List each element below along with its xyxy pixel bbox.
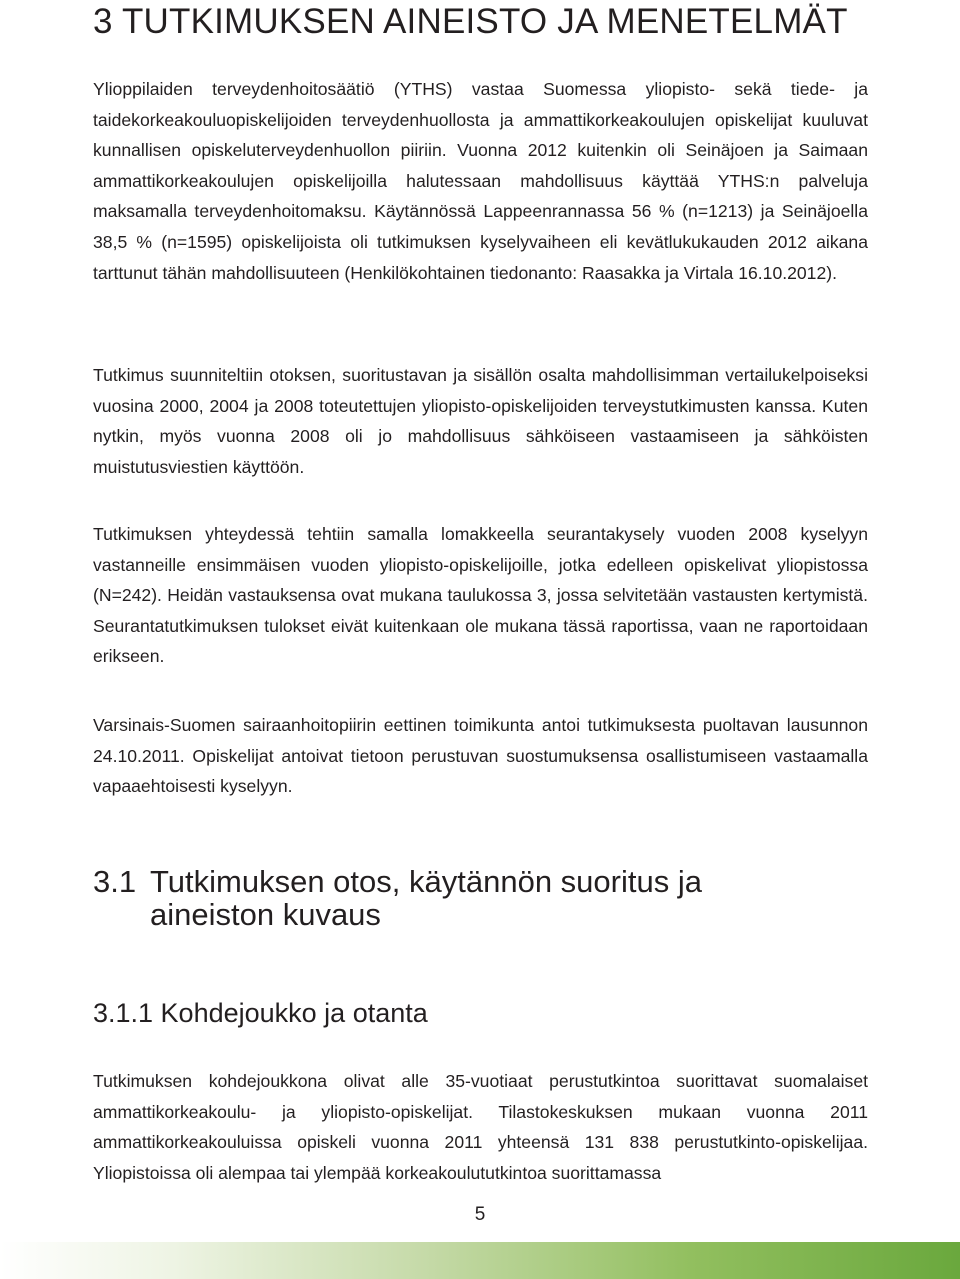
chapter-heading: 3 TUTKIMUKSEN AINEISTO JA MENETELMÄT (93, 2, 848, 41)
section-title-line2: aineiston kuvaus (150, 897, 381, 932)
page-number: 5 (474, 1204, 486, 1225)
section-title-line1: Tutkimuksen otos, käytännön suoritus ja (150, 864, 702, 899)
section-heading (93, 865, 702, 931)
paragraph-yths: Ylioppilaiden terveydenhoitosäätiö (YTHS) vastaa Suomessa yliopisto- sekä tiede- ja taidekorkeakouluopiskelijoiden terveydenhuollosta ja ammattikorkeakoulujen opiskelijat kuuluvat kunnallisen opiskeluterveydenhuollon piiriin. Vuonna 2012 kuitenkin oli Seinäjoen ja Saimaan ammattikorkeakoulujen opiskelijoilla halutessaan mahdollisuus käyttää YTHS:n palveluja maksamalla terveydenhoitomaksu. Käytännössä Lappeenrannassa 56 % (n=1213) ja Seinäjoella 38,5 % (n=1595) opiskelijoista oli tutkimuksen kyselyvaiheen eli kevätlukukauden 2012 aikana tarttunut tähän mahdollisuuteen (Henkilökohtainen tiedonanto: Raasakka ja Virtala 16.10.2012). (93, 79, 868, 283)
footer-gradient-bar (0, 1242, 960, 1279)
paragraph-target-group: Tutkimuksen kohdejoukkona olivat alle 35-vuotiaat perustutkintoa suorittavat suomalaiset ammattikorkeakoulu- ja yliopisto-opiskelijat. Tilastokeskuksen mukaan vuonna 2011 ammattikorkeakouluissa opiskeli vuonna 2011 yhteensä 131 838 perustutkinto-opiskelijaa. Yliopistoissa oli alempaa tai ylempää korkeakoulututkintoa suorittamassa (93, 1071, 868, 1183)
paragraph-follow-up: Tutkimuksen yhteydessä tehtiin samalla lomakkeella seurantakysely vuoden 2008 kyselyyn vastanneille ensimmäisen vuoden yliopisto-opiskelijoille, jotka edelleen opiskelivat yliopistossa (N=242). Heidän vastauksensa ovat mukana taulukossa 3, jossa selvitetään vastausten kertymistä. Seurantatutkimuksen tulokset eivät kuitenkaan ole mukana tässä raportissa, vaan ne raportoidaan erikseen. (93, 524, 868, 667)
paragraph-ethics: Varsinais-Suomen sairaanhoitopiirin eettinen toimikunta antoi tutkimuksesta puoltavan lausunnon 24.10.2011. Opiskelijat antoivat tietoon perustuvan suostumuksensa osallistumiseen vastaamalla vapaaehtoisesti kyselyyn. (93, 715, 868, 797)
subsection-heading: 3.1.1 Kohdejoukko ja otanta (93, 998, 428, 1028)
section-number: 3.1 (93, 864, 137, 899)
paragraph-study-design: Tutkimus suunniteltiin otoksen, suoritustavan ja sisällön osalta mahdollisimman vertailukelpoiseksi vuosina 2000, 2004 ja 2008 toteutettujen yliopisto-opiskelijoiden terveystutkimusten kanssa. Kuten nytkin, myös vuonna 2008 oli jo mahdollisuus sähköiseen vastaamiseen ja sähköisten muistutusviestien käyttöön. (93, 365, 868, 477)
